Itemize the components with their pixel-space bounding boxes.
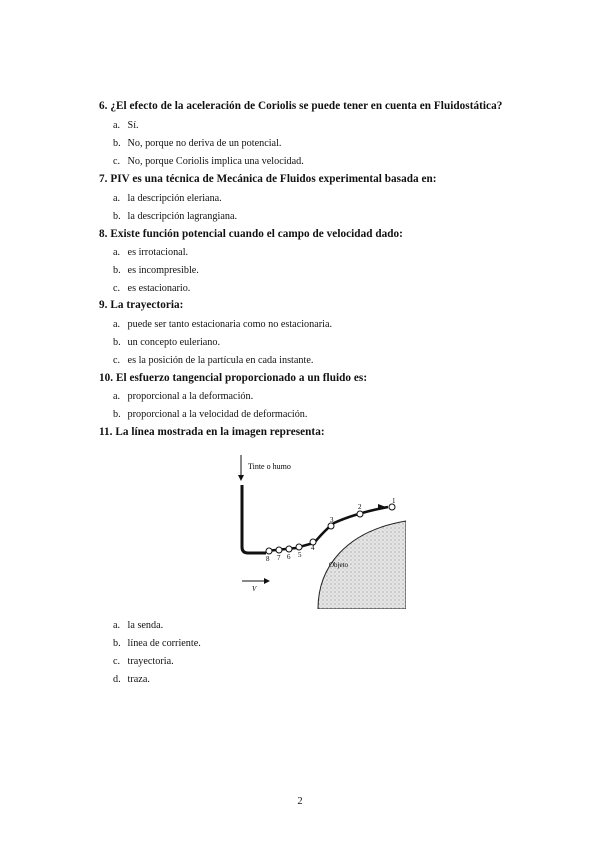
option-text: proporcional a la velocidad de deformación.	[127, 409, 308, 420]
option-text: la senda.	[127, 620, 164, 631]
question-9-title: 9. La trayectoria:	[99, 299, 184, 311]
velocity-arrow-head	[264, 578, 270, 584]
option-letter: b.	[113, 638, 121, 649]
page-number: 2	[297, 796, 303, 807]
question-6-option-a	[113, 120, 139, 131]
option-text: No, porque Coriolis implica una velocidad.	[127, 156, 304, 167]
option-letter: c.	[113, 156, 121, 167]
velocity-label: V	[252, 585, 257, 593]
option-letter: a.	[113, 620, 121, 631]
object-label: Objeto	[329, 561, 349, 569]
option-letter: c.	[113, 283, 121, 294]
injection-tube	[242, 485, 266, 553]
particle-6	[286, 546, 292, 552]
point-label-1: 1	[392, 497, 396, 505]
question-10-option-a	[113, 391, 253, 402]
option-text: proporcional a la deformación.	[127, 391, 254, 402]
question-7-option-b	[113, 211, 237, 222]
option-text: traza.	[127, 674, 150, 685]
option-text: la descripción eleriana.	[127, 193, 222, 204]
question-10-title: 10. El esfuerzo tangencial proporcionado a un fluido es:	[99, 372, 368, 384]
option-letter: c.	[113, 656, 121, 667]
option-text: es incompresible.	[127, 265, 199, 276]
particle-5	[296, 544, 302, 550]
question-8-option-b	[113, 265, 199, 276]
option-letter: a.	[113, 120, 121, 131]
question-8-option-c	[113, 283, 190, 294]
question-8-title: 8. Existe función potencial cuando el campo de velocidad dado:	[99, 228, 403, 240]
question-9-option-a	[113, 319, 332, 330]
streakline-figure	[226, 447, 406, 609]
option-letter: c.	[113, 355, 121, 366]
option-text: es irrotacional.	[127, 247, 189, 258]
point-label-4: 4	[311, 544, 315, 552]
question-11-option-c	[113, 656, 174, 667]
question-6-option-b	[113, 138, 281, 149]
question-7-option-a	[113, 193, 222, 204]
option-letter: b.	[113, 138, 121, 149]
particle-2	[357, 511, 363, 517]
option-letter: a.	[113, 391, 121, 402]
point-label-8: 8	[266, 555, 270, 563]
option-letter: a.	[113, 319, 121, 330]
option-text: la descripción lagrangiana.	[127, 211, 238, 222]
option-text: línea de corriente.	[127, 638, 201, 649]
option-text: puede ser tanto estacionaria como no estacionaria.	[127, 319, 333, 330]
dye-arrow-head	[238, 475, 244, 481]
option-letter: b.	[113, 211, 121, 222]
option-text: Sí.	[127, 120, 139, 131]
option-letter: a.	[113, 247, 121, 258]
point-label-2: 2	[358, 503, 362, 511]
option-text: trayectoria.	[127, 656, 174, 667]
question-10-option-b	[113, 409, 307, 420]
question-11-option-d	[113, 674, 150, 685]
question-11-title: 11. La línea mostrada en la imagen representa:	[99, 426, 325, 438]
question-6-title: 6. ¿El efecto de la aceleración de Coriolis se puede tener en cuenta en Fluidostática?	[99, 100, 503, 112]
option-letter: d.	[113, 674, 121, 685]
dye-label: Tinte o humo	[248, 462, 291, 471]
option-letter: b.	[113, 337, 121, 348]
particle-8	[266, 548, 272, 554]
question-7-title: 7. PIV es una técnica de Mecánica de Fluidos experimental basada en:	[99, 173, 437, 185]
point-label-6: 6	[287, 553, 291, 561]
question-9-option-c	[113, 355, 313, 366]
option-letter: b.	[113, 265, 121, 276]
option-letter: a.	[113, 193, 121, 204]
option-text: un concepto euleriano.	[127, 337, 221, 348]
option-text: es la posición de la partícula en cada instante.	[127, 355, 314, 366]
option-text: es estacionario.	[127, 283, 191, 294]
point-label-3: 3	[330, 516, 334, 524]
question-9-option-b	[113, 337, 220, 348]
question-6-option-c	[113, 156, 304, 167]
question-8-option-a	[113, 247, 188, 258]
question-11-option-b	[113, 638, 201, 649]
option-letter: b.	[113, 409, 121, 420]
option-text: No, porque no deriva de un potencial.	[127, 138, 282, 149]
question-11-option-a	[113, 620, 163, 631]
point-label-7: 7	[277, 554, 281, 562]
particle-7	[276, 547, 282, 553]
point-label-5: 5	[298, 551, 302, 559]
